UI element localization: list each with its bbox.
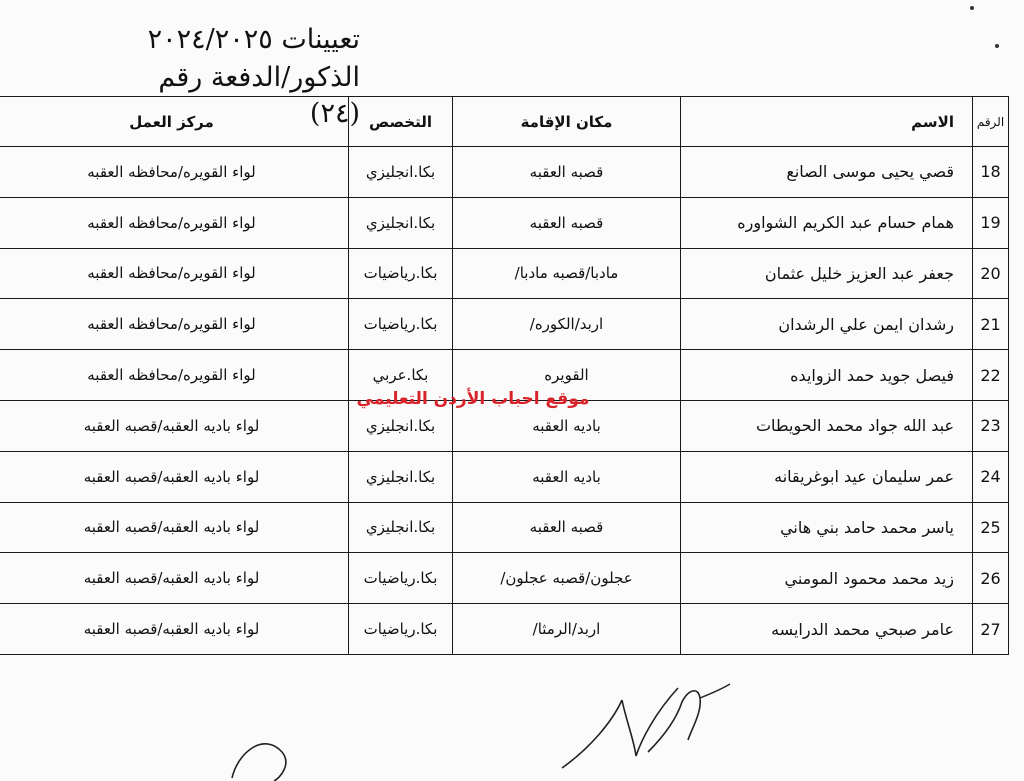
cell-workplace: لواء باديه العقبه/قصبه العقبه <box>0 604 349 655</box>
cell-residence: /اربد/الكوره <box>453 299 681 350</box>
cell-number: 18 <box>973 147 1009 198</box>
cell-name: فيصل جويد حمد الزوايده <box>681 350 973 401</box>
table-header-row <box>0 97 1009 147</box>
cell-specialty: بكا.عربي <box>349 350 453 401</box>
speck-mark <box>970 6 974 10</box>
cell-residence: باديه العقبه <box>453 451 681 502</box>
cell-number: 23 <box>973 400 1009 451</box>
cell-specialty: بكا.رياضيات <box>349 248 453 299</box>
cell-number: 20 <box>973 248 1009 299</box>
cell-name: جعفر عبد العزيز خليل عثمان <box>681 248 973 299</box>
cell-specialty: بكا.رياضيات <box>349 553 453 604</box>
cell-residence: /اربد/الرمثا <box>453 604 681 655</box>
header-number: الرقم <box>973 97 1009 147</box>
cell-workplace: لواء القويره/محافظه العقبه <box>0 350 349 401</box>
cell-specialty: بكا.رياضيات <box>349 604 453 655</box>
header-specialty: التخصص <box>349 97 453 147</box>
cell-number: 27 <box>973 604 1009 655</box>
cell-name: همام حسام عبد الكريم الشواوره <box>681 197 973 248</box>
assignments-table <box>0 96 1009 655</box>
cell-workplace: لواء القويره/محافظه العقبه <box>0 299 349 350</box>
page-title: تعيينات ٢٠٢٤/٢٠٢٥ <box>147 24 360 55</box>
cell-name: زيد محمد محمود المومني <box>681 553 973 604</box>
table-row <box>0 604 1009 655</box>
table-row <box>0 299 1009 350</box>
cell-specialty: بكا.انجليزي <box>349 197 453 248</box>
table-row <box>0 147 1009 198</box>
cell-number: 24 <box>973 451 1009 502</box>
cell-specialty: بكا.انجليزي <box>349 502 453 553</box>
cell-specialty: بكا.انجليزي <box>349 147 453 198</box>
table-row <box>0 502 1009 553</box>
cell-number: 26 <box>973 553 1009 604</box>
cell-name: قصي يحيى موسى الصانع <box>681 147 973 198</box>
cell-number: 21 <box>973 299 1009 350</box>
cell-residence: قصبه العقبه <box>453 502 681 553</box>
cell-workplace: لواء القويره/محافظه العقبه <box>0 197 349 248</box>
cell-specialty: بكا.انجليزي <box>349 451 453 502</box>
cell-workplace: لواء باديه العقبه/قصبه العقبه <box>0 400 349 451</box>
cell-name: ياسر محمد حامد بني هاني <box>681 502 973 553</box>
cell-residence: القويره <box>453 350 681 401</box>
signature-scribble <box>230 660 750 781</box>
cell-residence: قصبه العقبه <box>453 197 681 248</box>
speck-mark <box>995 44 999 48</box>
cell-workplace: لواء باديه العقبه/قصبه العقبه <box>0 553 349 604</box>
cell-specialty: بكا.رياضيات <box>349 299 453 350</box>
cell-residence: /مادبا/قصبه مادبا <box>453 248 681 299</box>
cell-name: رشدان ايمن علي الرشدان <box>681 299 973 350</box>
cell-name: عامر صبحي محمد الدرايسه <box>681 604 973 655</box>
cell-workplace: لواء باديه العقبه/قصبه العقبه <box>0 502 349 553</box>
header-residence: مكان الإقامة <box>453 97 681 147</box>
table-row <box>0 248 1009 299</box>
cell-specialty: بكا.انجليزي <box>349 400 453 451</box>
cell-workplace: لواء باديه العقبه/قصبه العقبه <box>0 451 349 502</box>
cell-name: عمر سليمان عيد ابوغريقانه <box>681 451 973 502</box>
cell-number: 19 <box>973 197 1009 248</box>
page-subtitle: الذكور/الدفعة رقم (٢٤) <box>158 62 360 129</box>
header-name: الاسم <box>681 97 973 147</box>
header-workplace: مركز العمل <box>0 97 349 147</box>
table-row <box>0 451 1009 502</box>
cell-residence: /عجلون/قصبه عجلون <box>453 553 681 604</box>
table-row <box>0 197 1009 248</box>
cell-name: عبد الله جواد محمد الحويطات <box>681 400 973 451</box>
cell-workplace: لواء القويره/محافظه العقبه <box>0 248 349 299</box>
watermark-text: موقع احباب الأردن التعليمي <box>356 389 590 409</box>
cell-residence: قصبه العقبه <box>453 147 681 198</box>
cell-number: 25 <box>973 502 1009 553</box>
table-row <box>0 553 1009 604</box>
cell-residence: باديه العقبه <box>453 400 681 451</box>
cell-workplace: لواء القويره/محافظه العقبه <box>0 147 349 198</box>
cell-number: 22 <box>973 350 1009 401</box>
